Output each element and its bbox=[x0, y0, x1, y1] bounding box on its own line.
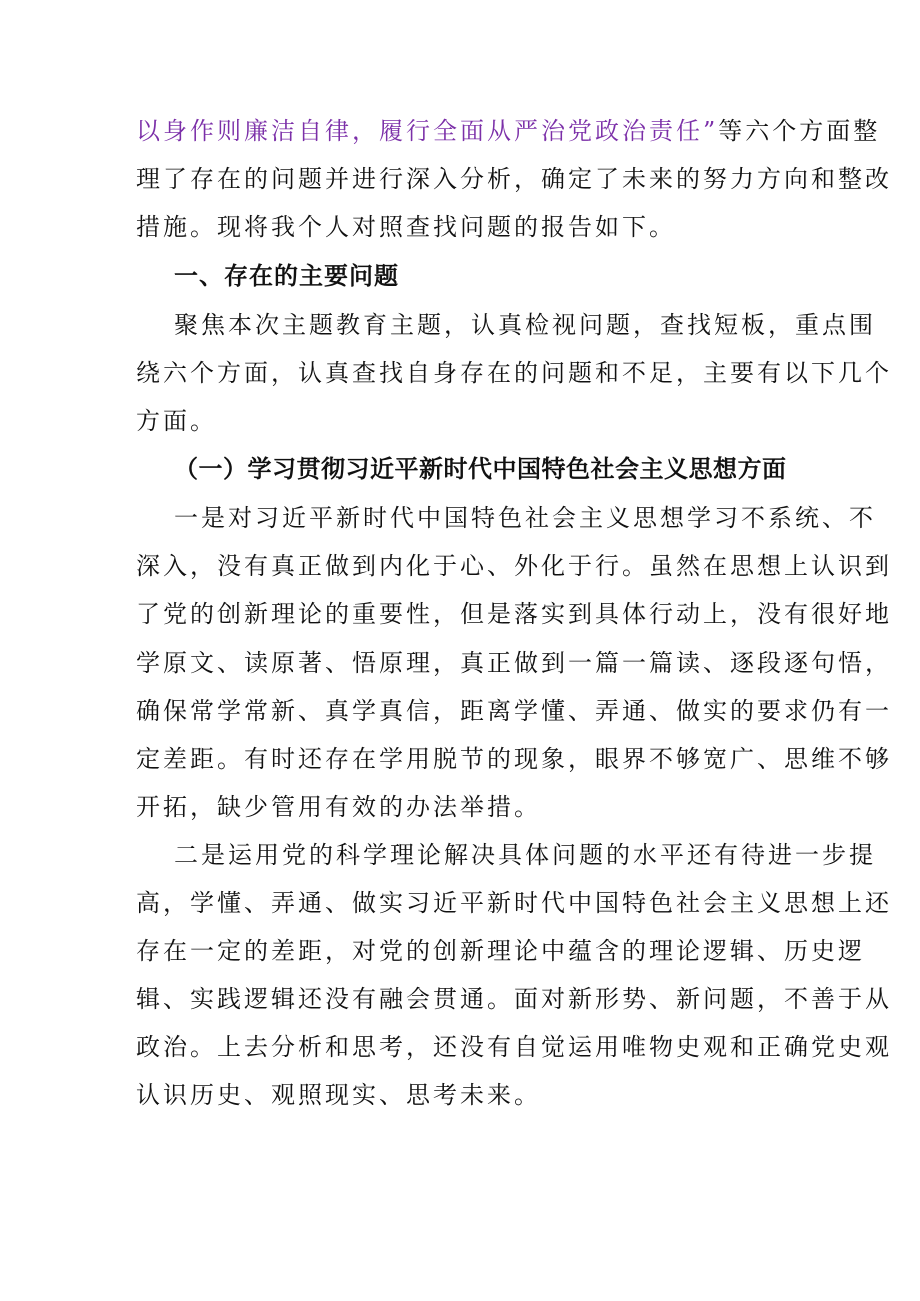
subsection-para1-line: 定差距。有时还存在学用脱节的现象，眼界不够宽广、思维不够 bbox=[136, 745, 892, 773]
subsection-para2-line: 高，学懂、弄通、做实习近平新时代中国特色社会主义思想上还 bbox=[136, 889, 892, 917]
section1-para-line-2: 绕六个方面，认真查找自身存在的问题和不足，主要有以下几个 bbox=[136, 359, 892, 387]
subsection-para1-line: 一是对习近平新时代中国特色社会主义思想学习不系统、不 bbox=[174, 504, 876, 532]
section1-para-line-3: 方面。 bbox=[136, 407, 217, 435]
subsection-para2-line: 认识历史、观照现实、思考未来。 bbox=[136, 1081, 541, 1109]
subsection-heading-study-thought: （一）学习贯彻习近平新时代中国特色社会主义思想方面 bbox=[174, 455, 787, 483]
intro-line-1-rest: 等六个方面整 bbox=[718, 117, 881, 145]
subsection-para2-line: 政治。上去分析和思考，还没有自觉运用唯物史观和正确党史观 bbox=[136, 1033, 892, 1061]
subsection-para1-line: 开拓，缺少管用有效的办法举措。 bbox=[136, 793, 541, 821]
intro-accent-text: 以身作则廉洁自律，履行全面从严治党政治责任” bbox=[136, 117, 719, 145]
intro-line-2: 理了存在的问题并进行深入分析，确定了未来的努力方向和整改 bbox=[136, 165, 892, 193]
subsection-para2-line: 二是运用党的科学理论解决具体问题的水平还有待进一步提 bbox=[174, 841, 876, 869]
subsection-para1-line: 确保常学常新、真学真信，距离学懂、弄通、做实的要求仍有一 bbox=[136, 697, 892, 725]
intro-line-3: 措施。现将我个人对照查找问题的报告如下。 bbox=[136, 213, 676, 241]
subsection-para1-line: 了党的创新理论的重要性，但是落实到具体行动上，没有很好地 bbox=[136, 600, 892, 628]
subsection-para1-line: 学原文、读原著、悟原理，真正做到一篇一篇读、逐段逐句悟， bbox=[136, 649, 892, 677]
subsection-para2-line: 辑、实践逻辑还没有融会贯通。面对新形势、新问题，不善于从 bbox=[136, 985, 892, 1013]
section-heading-main-problems: 一、存在的主要问题 bbox=[174, 262, 399, 290]
section1-para-line-1: 聚焦本次主题教育主题，认真检视问题，查找短板，重点围 bbox=[174, 311, 876, 339]
intro-line-1 bbox=[136, 116, 881, 146]
subsection-para1-line: 深入，没有真正做到内化于心、外化于行。虽然在思想上认识到 bbox=[136, 552, 892, 580]
subsection-para2-line: 存在一定的差距，对党的创新理论中蕴含的理论逻辑、历史逻 bbox=[136, 937, 865, 965]
